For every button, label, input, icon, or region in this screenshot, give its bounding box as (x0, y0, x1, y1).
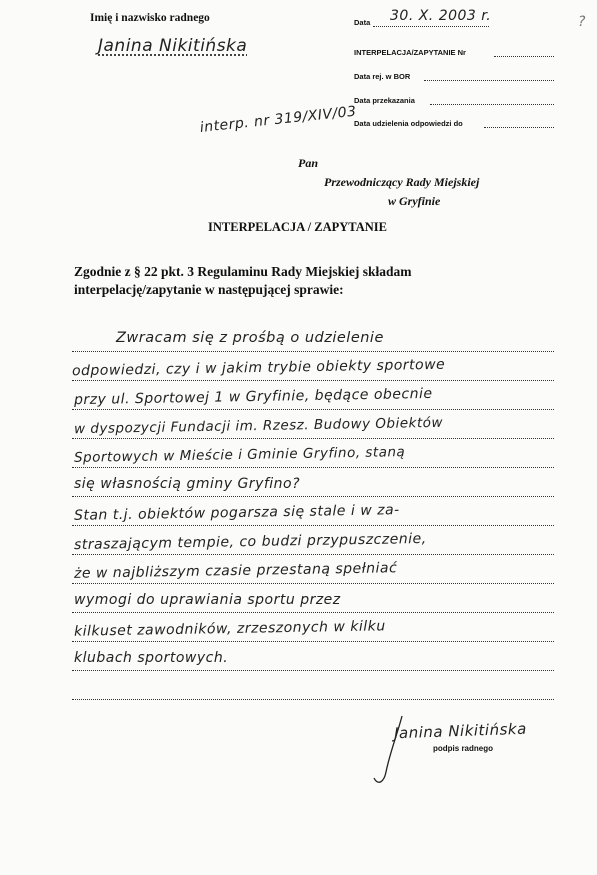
signature-label: podpis radnego (433, 744, 493, 753)
handwritten-line: się własnością gminy Gryfino? (74, 476, 301, 492)
handwritten-line: kilkuset zawodników, zrzeszonych w kilku (73, 618, 386, 640)
registry-number-note: interp. nr 319/XIV/03 (199, 103, 358, 136)
transfer-date-label: Data przekazania (354, 96, 415, 105)
ruled-line (72, 554, 554, 555)
councillor-name-value: Janina Nikitińska (98, 36, 248, 56)
councillor-name-label: Imię i nazwisko radnego (90, 12, 210, 24)
handwritten-line: Stan t.j. obiektów pogarsza się stale i w za- (73, 502, 400, 524)
handwritten-line: że w najbliższym czasie przestaną spełniać (73, 560, 398, 582)
handwritten-line: Zwracam się z prośbą o udzielenie (116, 330, 384, 346)
response-date-label: Data udzielenia odpowiedzi do (354, 119, 463, 128)
addressee-city: w Gryfinie (388, 194, 441, 208)
ruled-line (72, 699, 554, 700)
intro-line-1: Zgodnie z § 22 pkt. 3 Regulaminu Rady Miejskiej składam (74, 264, 412, 279)
signature-name: Janina Nikitińska (393, 719, 528, 743)
handwritten-line: odpowiedzi, czy i w jakim trybie obiekty sportowe (71, 356, 446, 380)
ruled-line (72, 583, 554, 584)
registration-date-line (424, 80, 554, 81)
date-label: Data (354, 18, 371, 27)
handwritten-line: w dyspozycji Fundacji im. Rzesz. Budowy Obiektów (73, 414, 444, 438)
ruled-line (72, 380, 554, 381)
handwritten-line: straszającym tempie, co budzi przypuszczenie, (73, 530, 427, 554)
response-date-line (484, 127, 554, 128)
ruled-line (72, 438, 554, 439)
addressee-title: Przewodniczący Rady Miejskiej (324, 175, 480, 189)
ruled-line (72, 670, 554, 671)
handwritten-line: Sportowych w Mieście i Gminie Gryfino, staną (73, 444, 406, 466)
transfer-date-line (430, 104, 554, 105)
registration-date-label: Data rej. w BOR (354, 72, 411, 81)
margin-question-note: ? (578, 14, 586, 30)
intro-line-2: interpelację/zapytanie w następującej sprawie: (74, 282, 344, 297)
ruled-line (72, 612, 554, 613)
ruled-line (72, 525, 554, 526)
handwritten-line: klubach sportowych. (74, 650, 229, 666)
handwritten-line: przy ul. Sportowej 1 w Gryfinie, będące obecnie (73, 385, 433, 409)
interpelation-number-line (494, 56, 554, 57)
handwritten-line: wymogi do uprawiania sportu przez (74, 592, 341, 608)
ruled-line (72, 641, 554, 642)
ruled-line (72, 409, 554, 410)
ruled-line (72, 351, 554, 352)
date-dotted-line (373, 26, 489, 27)
date-value: 30. X. 2003 r. (390, 8, 492, 24)
ruled-line (72, 496, 554, 497)
interpelation-number-label: INTERPELACJA/ZAPYTANIE Nr (354, 48, 466, 57)
addressee-salutation: Pan (298, 156, 319, 170)
document-title: INTERPELACJA / ZAPYTANIE (208, 220, 387, 234)
ruled-line (72, 467, 554, 468)
